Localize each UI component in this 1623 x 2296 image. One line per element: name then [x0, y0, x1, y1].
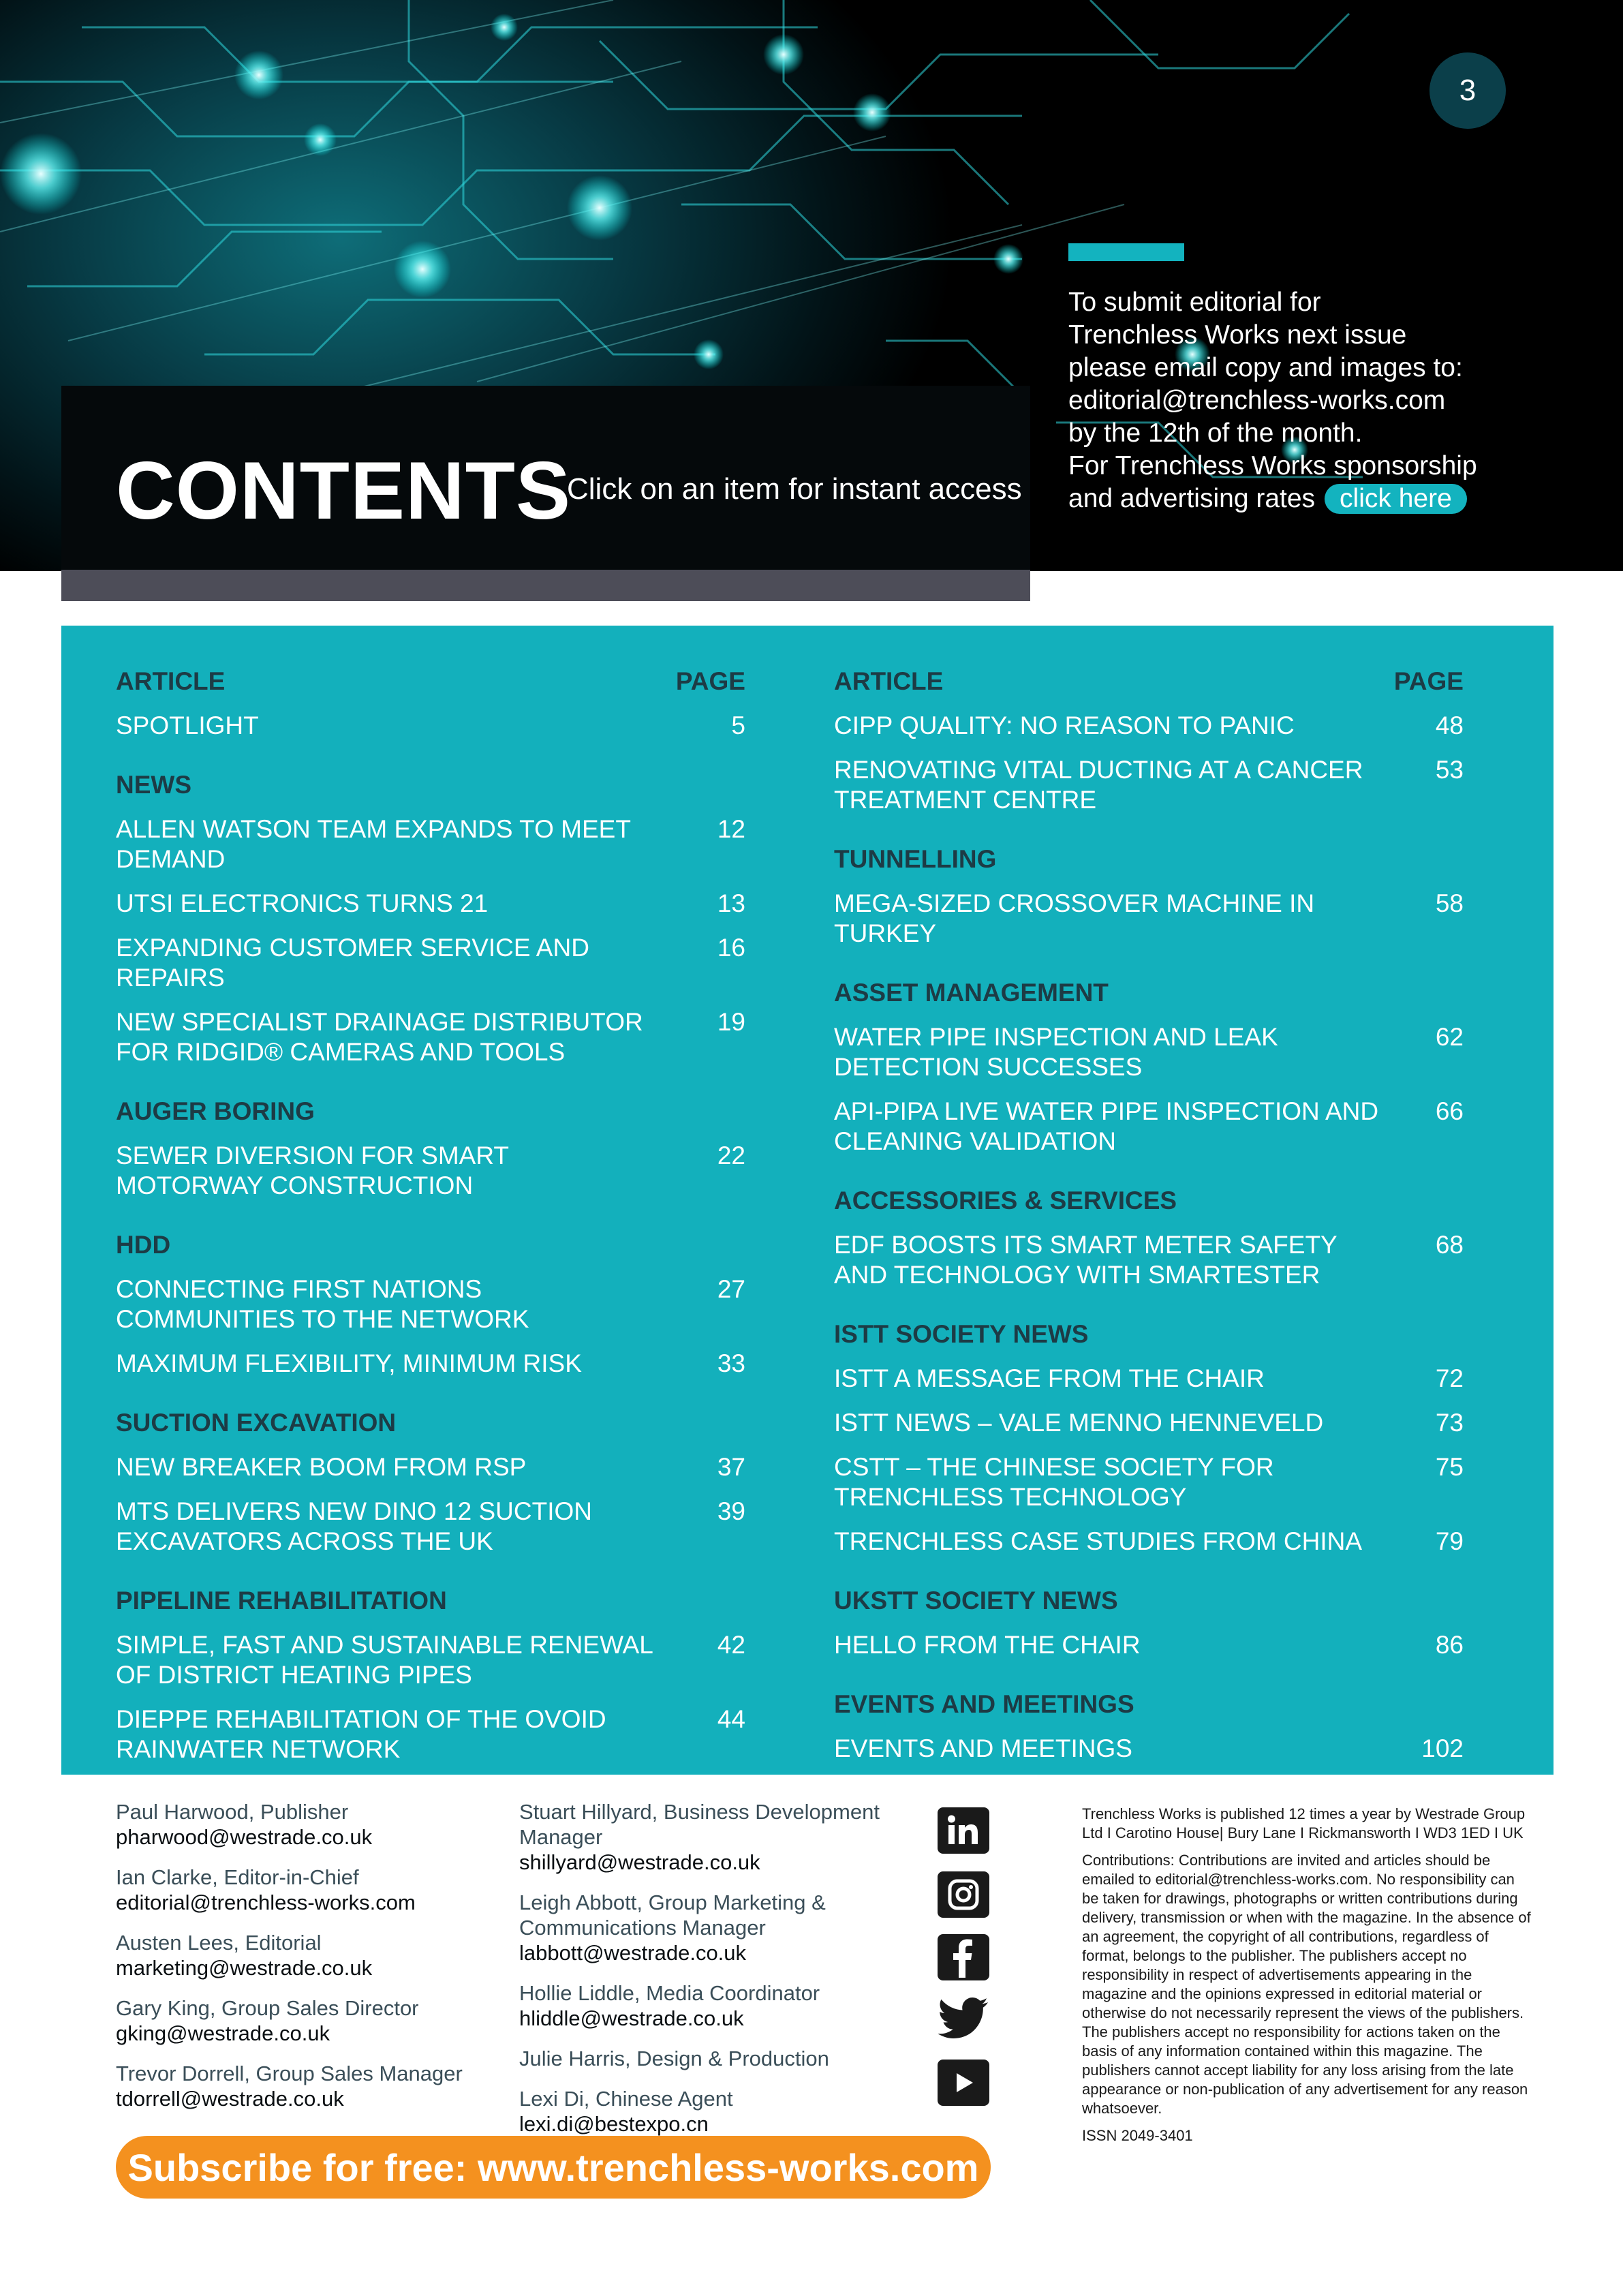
toc-entry-page: 33 — [717, 1349, 745, 1377]
table-of-contents — [61, 626, 1554, 1775]
toc-entry-page: 44 — [717, 1705, 745, 1733]
staff-member — [116, 1799, 497, 1850]
submit-line: Trenchless Works next issue — [1068, 320, 1407, 350]
toc-entry-title: DIEPPE REHABILITATION OF THE OVOID RAINWATER NETWORK — [116, 1705, 606, 1763]
staff-email[interactable]: lexi.di@bestexpo.cn — [519, 2112, 709, 2136]
toc-entry-page: 79 — [1435, 1527, 1464, 1555]
staff-member — [519, 2046, 887, 2071]
staff-list-right — [519, 1799, 887, 2152]
toc-entry[interactable] — [116, 889, 745, 919]
toc-section-heading: HDD — [116, 1231, 171, 1259]
toc-entry-title: NEW SPECIALIST DRAINAGE DISTRIBUTOR FOR RIDGID® CAMERAS AND TOOLS — [116, 1008, 643, 1066]
toc-entry[interactable] — [116, 1630, 745, 1690]
toc-entry-page: 39 — [717, 1497, 745, 1525]
submit-line: by the 12th of the month. — [1068, 418, 1363, 448]
toc-entry-title: EVENTS AND MEETINGS — [834, 1734, 1132, 1762]
toc-section-heading: AUGER BORING — [116, 1097, 315, 1125]
staff-name: Hollie Liddle, Media Coordinator — [519, 1981, 820, 2005]
submit-editorial-note — [1068, 286, 1559, 515]
staff-name: Stuart Hillyard, Business Development Manager — [519, 1800, 880, 1849]
staff-email[interactable]: marketing@westrade.co.uk — [116, 1956, 373, 1980]
staff-member — [116, 2061, 497, 2111]
contributions-notice: Contributions: Contributions are invited and articles should be emailed to editorial@trenchless-works.com. No responsibility can be taken for drawings, photographs or written contributions during delivery, transmission or when with the magazine. In the absence of an agreement, the copyright of all contributions, regardless of format, belongs to the publisher. The publishers accept no responsibility in respect of advertisements appearing in the magazine and the opinions expressed in editorial material or otherwise do not necessarily represent the views of the publishers. The publishers accept no responsibility for actions taken on the basis of any information contained within this magazine. The publishers cannot accept liability for any loss arising from the late appearance or non-publication of any advertisement for any reason whatsoever. — [1082, 1852, 1531, 2117]
issn: ISSN 2049-3401 — [1082, 2127, 1193, 2144]
toc-entry-title: API-PIPA LIVE WATER PIPE INSPECTION AND CLEANING VALIDATION — [834, 1097, 1379, 1155]
page-column-header: PAGE — [675, 667, 745, 695]
staff-name: Paul Harwood, Publisher — [116, 1800, 349, 1824]
staff-email[interactable]: shillyard@westrade.co.uk — [519, 1850, 760, 1874]
toc-header — [834, 667, 1464, 697]
toc-entry[interactable] — [834, 1230, 1464, 1290]
toc-entry-title: SPOTLIGHT — [116, 711, 259, 739]
staff-name: Julie Harris, Design & Production — [519, 2047, 829, 2070]
toc-entry-title: ISTT NEWS – VALE MENNO HENNEVELD — [834, 1409, 1324, 1437]
toc-section-heading: SUCTION EXCAVATION — [116, 1409, 397, 1437]
linkedin-icon[interactable] — [938, 1807, 989, 1854]
instagram-icon[interactable] — [938, 1871, 989, 1918]
toc-entry[interactable] — [116, 1704, 745, 1764]
toc-entry-title: SIMPLE, FAST AND SUSTAINABLE RENEWAL OF DISTRICT HEATING PIPES — [116, 1631, 653, 1689]
staff-member — [116, 1865, 497, 1915]
toc-entry-title: MEGA-SIZED CROSSOVER MACHINE IN TURKEY — [834, 889, 1315, 947]
toc-entry[interactable] — [834, 1408, 1464, 1438]
toc-entry-title: ISTT A MESSAGE FROM THE CHAIR — [834, 1364, 1265, 1392]
toc-entry-page: 12 — [717, 815, 745, 843]
staff-member — [519, 1980, 887, 2031]
toc-entry-page: 58 — [1435, 889, 1464, 917]
toc-entry[interactable] — [834, 1022, 1464, 1082]
toc-section-heading: ASSET MANAGEMENT — [834, 979, 1109, 1007]
submit-line: For Trenchless Works sponsorship — [1068, 451, 1477, 480]
toc-entry[interactable] — [116, 1141, 745, 1201]
toc-entry[interactable] — [834, 1364, 1464, 1394]
staff-email[interactable]: hliddle@westrade.co.uk — [519, 2006, 744, 2030]
toc-entry[interactable] — [116, 1274, 745, 1334]
toc-entry[interactable] — [834, 711, 1464, 741]
toc-entry-title: SEWER DIVERSION FOR SMART MOTORWAY CONSTRUCTION — [116, 1142, 509, 1199]
toc-entry-page: 68 — [1435, 1231, 1464, 1259]
staff-name: Leigh Abbott, Group Marketing & Communications Manager — [519, 1891, 826, 1940]
toc-entry-title: NEW BREAKER BOOM FROM RSP — [116, 1453, 527, 1481]
submit-line-last — [1068, 483, 1559, 515]
toc-column-right — [834, 667, 1464, 1778]
staff-member — [519, 2086, 887, 2137]
submit-email[interactable]: editorial@trenchless-works.com — [1068, 386, 1446, 415]
toc-entry-title: RENOVATING VITAL DUCTING AT A CANCER TREATMENT CENTRE — [834, 756, 1363, 814]
toc-entry[interactable] — [834, 1630, 1464, 1660]
toc-entry[interactable] — [834, 755, 1464, 815]
staff-name: Gary King, Group Sales Director — [116, 1996, 419, 2020]
toc-entry[interactable] — [116, 814, 745, 874]
page-column-header: PAGE — [1393, 667, 1464, 695]
article-column-header: ARTICLE — [116, 667, 226, 695]
toc-entry-page: 13 — [717, 889, 745, 917]
submit-line: and advertising rates — [1068, 484, 1316, 513]
staff-name: Austen Lees, Editorial — [116, 1931, 322, 1955]
toc-section-heading: ACCESSORIES & SERVICES — [834, 1187, 1177, 1214]
toc-header — [116, 667, 745, 697]
toc-entry-page: 72 — [1435, 1364, 1464, 1392]
page-number-badge: 3 — [1429, 52, 1506, 129]
staff-name: Lexi Di, Chinese Agent — [519, 2087, 733, 2111]
toc-column-left — [116, 667, 745, 1779]
toc-entry[interactable] — [116, 1007, 745, 1067]
legal-notice — [1082, 1805, 1532, 2154]
twitter-icon[interactable] — [938, 1995, 989, 2042]
toc-entry[interactable] — [116, 711, 745, 741]
toc-entry-title: MAXIMUM FLEXIBILITY, MINIMUM RISK — [116, 1349, 582, 1377]
toc-entry-page: 16 — [717, 934, 745, 962]
toc-entry-page: 86 — [1435, 1631, 1464, 1659]
staff-member — [116, 1930, 497, 1980]
toc-entry-title: CSTT – THE CHINESE SOCIETY FOR TRENCHLESS TECHNOLOGY — [834, 1453, 1274, 1511]
toc-entry-page: 27 — [717, 1275, 745, 1303]
staff-email[interactable]: pharwood@westrade.co.uk — [116, 1825, 373, 1849]
toc-entry-page: 66 — [1435, 1097, 1464, 1125]
toc-entry[interactable] — [116, 933, 745, 993]
staff-email[interactable]: tdorrell@westrade.co.uk — [116, 2087, 344, 2111]
youtube-icon[interactable] — [938, 2060, 989, 2106]
toc-entry-title: HELLO FROM THE CHAIR — [834, 1631, 1141, 1659]
toc-entry[interactable] — [116, 1497, 745, 1557]
toc-entry-page: 42 — [717, 1631, 745, 1659]
subscribe-button[interactable]: Subscribe for free: www.trenchless-works.com — [116, 2136, 991, 2199]
submit-line: To submit editorial for — [1068, 288, 1321, 317]
click-here-button[interactable]: click here — [1325, 484, 1467, 514]
toc-entry-page: 62 — [1435, 1023, 1464, 1051]
toc-section-heading: UKSTT SOCIETY NEWS — [834, 1587, 1118, 1614]
page-title: CONTENTS — [116, 445, 571, 536]
toc-entry-page: 37 — [717, 1453, 745, 1481]
staff-member — [116, 1995, 497, 2046]
staff-email[interactable]: labbott@westrade.co.uk — [519, 1941, 747, 1965]
toc-section-heading: PIPELINE REHABILITATION — [116, 1587, 447, 1614]
submit-line: please email copy and images to: — [1068, 353, 1463, 382]
page-subtitle: Click on an item for instant access — [567, 472, 1022, 506]
toc-entry-title: EXPANDING CUSTOMER SERVICE AND REPAIRS — [116, 934, 589, 992]
toc-entry[interactable] — [116, 1349, 745, 1379]
toc-entry-title: WATER PIPE INSPECTION AND LEAK DETECTION SUCCESSES — [834, 1023, 1278, 1081]
toc-section-heading: NEWS — [116, 771, 191, 799]
toc-entry[interactable] — [834, 1527, 1464, 1557]
toc-entry[interactable] — [116, 1452, 745, 1482]
toc-entry-title: CONNECTING FIRST NATIONS COMMUNITIES TO THE NETWORK — [116, 1275, 529, 1333]
toc-entry-title: UTSI ELECTRONICS TURNS 21 — [116, 889, 489, 917]
toc-entry-page: 102 — [1421, 1734, 1464, 1762]
toc-entry-page: 22 — [717, 1142, 745, 1169]
toc-section-heading: ISTT SOCIETY NEWS — [834, 1320, 1089, 1348]
article-column-header: ARTICLE — [834, 667, 944, 695]
toc-entry-title: ALLEN WATSON TEAM EXPANDS TO MEET DEMAND — [116, 815, 631, 873]
staff-name: Ian Clarke, Editor-in-Chief — [116, 1865, 359, 1889]
toc-entry-title: CIPP QUALITY: NO REASON TO PANIC — [834, 711, 1295, 739]
toc-entry-title: TRENCHLESS CASE STUDIES FROM CHINA — [834, 1527, 1363, 1555]
toc-entry-title: MTS DELIVERS NEW DINO 12 SUCTION EXCAVATORS ACROSS THE UK — [116, 1497, 592, 1555]
facebook-icon[interactable] — [938, 1934, 989, 1980]
toc-entry-page: 5 — [731, 711, 745, 739]
accent-bar — [1068, 243, 1184, 261]
publication-info: Trenchless Works is published 12 times a year by Westrade Group Ltd I Carotino House| Bury Lane I Rickmansworth I WD3 1ED I UK — [1082, 1805, 1526, 1841]
staff-email[interactable]: gking@westrade.co.uk — [116, 2021, 330, 2045]
toc-entry-page: 53 — [1435, 756, 1464, 784]
staff-email[interactable]: editorial@trenchless-works.com — [116, 1891, 416, 1914]
toc-entry-title: EDF BOOSTS ITS SMART METER SAFETY AND TECHNOLOGY WITH SMARTESTER — [834, 1231, 1338, 1289]
staff-name: Trevor Dorrell, Group Sales Manager — [116, 2062, 463, 2085]
toc-entry[interactable] — [834, 889, 1464, 949]
toc-entry[interactable] — [834, 1097, 1464, 1157]
toc-entry-page: 75 — [1435, 1453, 1464, 1481]
toc-entry-page: 19 — [717, 1008, 745, 1036]
staff-member — [519, 1799, 887, 1875]
toc-entry-page: 73 — [1435, 1409, 1464, 1437]
toc-section-heading: TUNNELLING — [834, 845, 997, 873]
contents-title-shadow — [61, 570, 1030, 601]
toc-entry[interactable] — [834, 1452, 1464, 1512]
staff-member — [519, 1890, 887, 1965]
staff-list-left — [116, 1799, 497, 2126]
toc-entry-page: 48 — [1435, 711, 1464, 739]
toc-section-heading: EVENTS AND MEETINGS — [834, 1690, 1134, 1718]
toc-entry[interactable] — [834, 1734, 1464, 1764]
